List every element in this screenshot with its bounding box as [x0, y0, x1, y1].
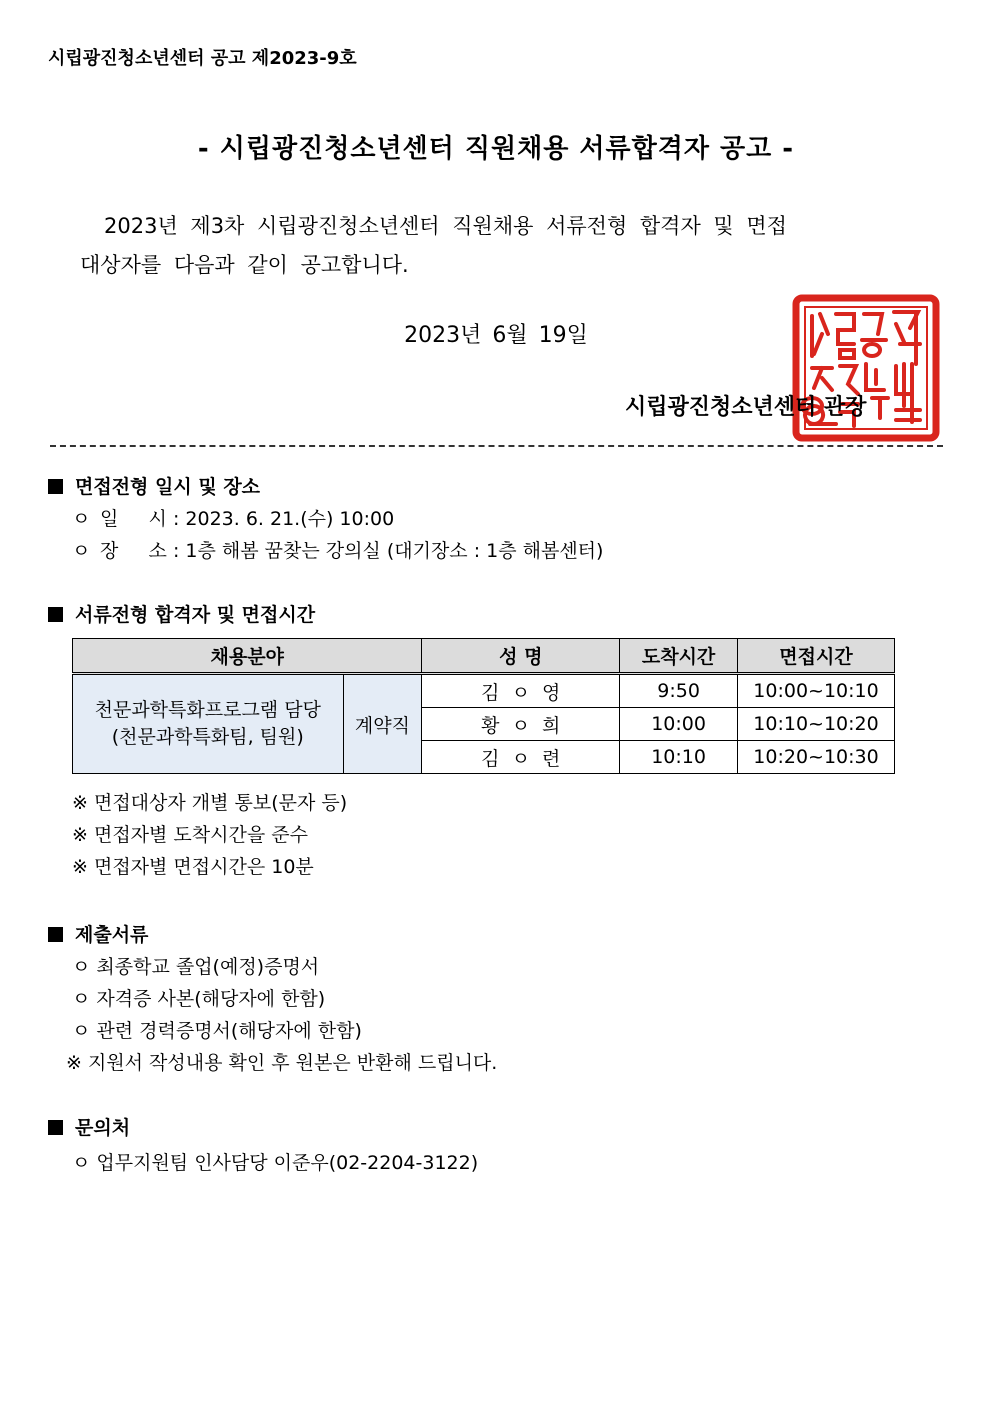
- signer-title: 시립광진청소년센터 관장: [625, 395, 867, 420]
- item-label: 일 시: [100, 508, 167, 530]
- intro-line-2: 대상자를 다음과 같이 공고합니다.: [80, 253, 409, 277]
- note-item: ※ 면접자별 면접시간은 10분: [72, 856, 314, 878]
- dashed-divider: [50, 445, 943, 447]
- arrival-cell: 10:10: [620, 741, 738, 774]
- documents-note: ※ 지원서 작성내용 확인 후 원본은 반환해 드립니다.: [66, 1052, 498, 1074]
- interview-place-item: [72, 536, 603, 563]
- passers-table: [72, 638, 895, 774]
- header-arrival: 도착시간: [620, 639, 738, 674]
- section-interview-schedule-heading: [48, 472, 260, 499]
- document-item: ㅇ 최종학교 졸업(예정)증명서: [72, 956, 320, 978]
- interview-cell: 10:00~10:10: [738, 674, 895, 708]
- page-title: - 시립광진청소년센터 직원채용 서류합격자 공고 -: [197, 134, 795, 164]
- header-interview: 면접시간: [738, 639, 895, 674]
- bullet: ㅇ: [72, 540, 91, 562]
- field-line-2: (천문과학특화팀, 팀원): [111, 726, 304, 748]
- interview-cell: 10:20~10:30: [738, 741, 895, 774]
- arrival-cell: 10:00: [620, 708, 738, 741]
- note-item: ※ 면접자별 도착시간을 준수: [72, 824, 308, 846]
- arrival-cell: 9:50: [620, 674, 738, 708]
- document-item: ㅇ 관련 경력증명서(해당자에 한함): [72, 1020, 362, 1042]
- header-name: 성 명: [422, 639, 620, 674]
- bullet: ㅇ: [72, 508, 91, 530]
- note-item: ※ 면접대상자 개별 통보(문자 등): [72, 792, 348, 814]
- interview-cell: 10:10~10:20: [738, 708, 895, 741]
- square-bullet-icon: [48, 607, 63, 622]
- interview-date-item: [72, 504, 394, 531]
- section-passers-heading: [48, 600, 315, 627]
- section-heading-text: 서류전형 합격자 및 면접시간: [75, 604, 316, 626]
- table-header-row: [73, 639, 895, 674]
- square-bullet-icon: [48, 927, 63, 942]
- notice-number: 시립광진청소년센터 공고 제2023-9호: [48, 48, 357, 69]
- square-bullet-icon: [48, 1120, 63, 1135]
- section-contact-heading: [48, 1113, 130, 1140]
- section-heading-text: 문의처: [75, 1117, 131, 1139]
- name-cell: 김 ㅇ 영: [422, 674, 620, 708]
- name-cell: 황 ㅇ 희: [422, 708, 620, 741]
- announcement-date: 2023년 6월 19일: [404, 323, 588, 348]
- name-cell: 김 ㅇ 련: [422, 741, 620, 774]
- header-field: 채용분야: [73, 639, 422, 674]
- section-heading-text: 제출서류: [75, 924, 149, 946]
- square-bullet-icon: [48, 479, 63, 494]
- field-cell: [73, 674, 344, 774]
- contact-item: ㅇ 업무지원팀 인사담당 이준우(02-2204-3122): [72, 1152, 479, 1174]
- intro-line-1: 2023년 제3차 시립광진청소년센터 직원채용 서류전형 합격자 및 면접: [104, 214, 787, 238]
- field-line-1: 천문과학특화프로그램 담당: [94, 699, 321, 721]
- item-label: 장 소: [100, 540, 167, 562]
- contract-type-cell: 계약직: [343, 674, 422, 774]
- item-value: : 2023. 6. 21.(수) 10:00: [172, 508, 395, 530]
- table-row: [73, 674, 895, 708]
- section-heading-text: 면접전형 일시 및 장소: [75, 476, 261, 498]
- document-item: ㅇ 자격증 사본(해당자에 한함): [72, 988, 326, 1010]
- item-value: : 1층 해봄 꿈찾는 강의실 (대기장소 : 1층 해봄센터): [172, 540, 604, 562]
- section-documents-heading: [48, 920, 148, 947]
